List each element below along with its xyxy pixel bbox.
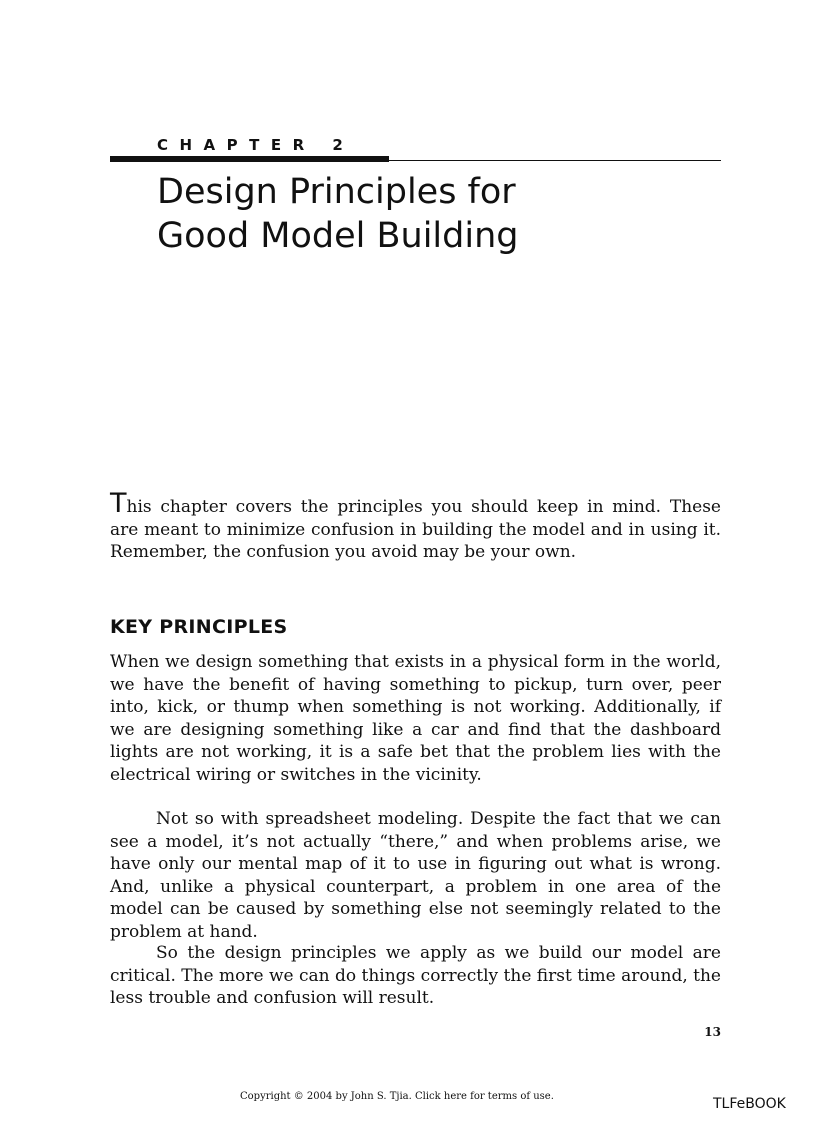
watermark-text: TLFeBOOK <box>713 1096 786 1112</box>
section-heading: KEY PRINCIPLES <box>110 616 288 638</box>
chapter-title <box>157 170 717 258</box>
chapter-rule-thick <box>110 156 389 162</box>
intro-dropcap: T <box>110 488 127 519</box>
chapter-title-line-2: Good Model Building <box>157 216 519 256</box>
chapter-rule-thin <box>389 160 721 161</box>
chapter-title-line-1: Design Principles for <box>157 172 516 212</box>
page-number: 13 <box>704 1025 721 1039</box>
body-paragraph-1: When we design something that exists in a physical form in the world, we have the benefit of having something to pickup, turn over, peer into, kick, or thump when something is not working. Additionally, if we are designing something like a car and find that the dashboard lights are not working, it is a safe bet that the problem lies with the electrical wiring or switches in the vicinity. <box>110 652 721 785</box>
intro-paragraph <box>110 488 721 564</box>
body-paragraph-3: So the design principles we apply as we build our model are critical. The more we can do things correctly the first time around, the less trouble and confusion will result. <box>110 943 721 1008</box>
chapter-label: CHAPTER 2 <box>157 136 355 154</box>
intro-text: his chapter covers the principles you should keep in mind. These are meant to minimize confusion in building the model and in using it. Remember, the confusion you avoid may be your own. <box>110 497 721 562</box>
body-paragraph-2: Not so with spreadsheet modeling. Despite the fact that we can see a model, it’s not actually “there,” and when problems arise, we have only our mental map of it to use in figuring out what is wrong. And, unlike a physical counterpart, a problem in one area of the model can be caused by something else not seemingly related to the problem at hand. <box>110 809 721 942</box>
copyright-link[interactable]: Copyright © 2004 by John S. Tjia. Click here for terms of use. <box>240 1091 554 1102</box>
